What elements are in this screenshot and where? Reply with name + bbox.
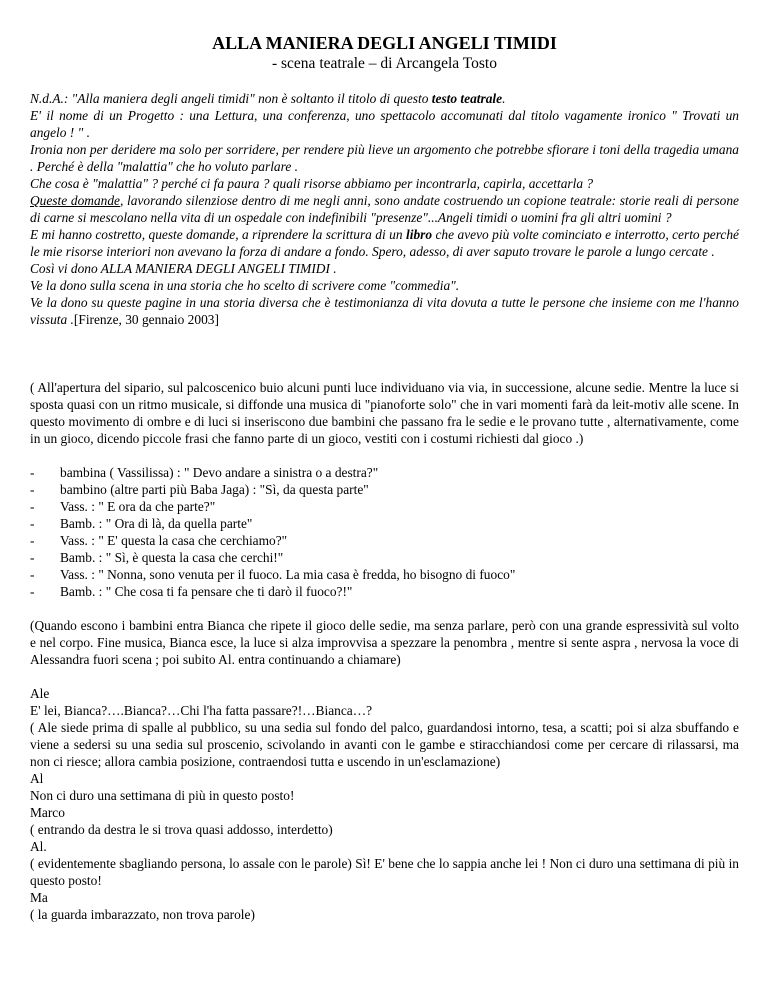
dialog-line — [30, 515, 739, 532]
script-body — [30, 685, 739, 923]
note-text: , lavorando silenziose dentro di me negli anni, sono andate costruendo un copione teatrale: storie reali di persone di carne si mescolano nella vita di un ospedale con indefinibili "presenze"...Angeli timidi o uomini fra gli altri uomini ? — [30, 193, 740, 225]
note-emphasis: testo teatrale — [431, 91, 503, 106]
script-line: Non ci duro una settimana di più in questo posto! — [30, 788, 295, 803]
author-note-line: Che cosa è "malattia" ? perché ci fa paura ? quali risorse abbiamo per incontrarla, capirla, accettarla ? — [30, 176, 594, 191]
dialog-text: Bamb. : " Sì, è questa la casa che cerchi!" — [60, 550, 284, 565]
speaker-name: Al. — [30, 839, 47, 854]
dialog-line — [30, 549, 739, 566]
speaker-name: Al — [30, 771, 44, 786]
note-text: N.d.A.: "Alla maniera degli angeli timidi" non è soltanto il titolo di questo — [30, 91, 432, 106]
dialog-line — [30, 566, 739, 583]
dash-marker: - — [30, 465, 35, 480]
dialog-text: Bamb. : " Ora di là, da quella parte" — [60, 516, 253, 531]
speaker-name: Ale — [30, 686, 50, 701]
script-line: E' lei, Bianca?….Bianca?…Chi l'ha fatta passare?!…Bianca…? — [30, 703, 373, 718]
stage-direction: ( la guarda imbarazzato, non trova parole) — [30, 907, 255, 922]
dialog-text: Bamb. : " Che cosa ti fa pensare che ti darò il fuoco?!" — [60, 584, 353, 599]
author-note-line: E' il nome di un Progetto : una Lettura, una conferenza, uno spettacolo accomunati dal titolo vagamente ironico " Trovati un angelo ! " . — [30, 108, 739, 140]
author-note — [30, 90, 739, 328]
stage-direction: ( entrando da destra le si trova quasi addosso, interdetto) — [30, 822, 333, 837]
dialog-line — [30, 532, 739, 549]
dialog-text: Vass. : " E ora da che parte?" — [60, 499, 216, 514]
dash-marker: - — [30, 567, 35, 582]
author-note-line — [30, 90, 739, 107]
stage-direction: ( Ale siede prima di spalle al pubblico, su una sedia sul fondo del palco, guardandosi intorno, tesa, a scatti; poi si alza sbuffando e viene a sedersi su una sedia sul proscenio, scivolando in avanti con le gambe e stiracchiandosi come per cercare di rilassarsi, ma non ci riesce; allora cambia posizione, contraendosi tutta e uscendo in un'esclamazione) — [30, 720, 739, 769]
author-note-line: Ve la dono sulla scena in una storia che ho scelto di scrivere come "commedia". — [30, 278, 460, 293]
note-underlined: Queste domande — [30, 193, 120, 208]
dialog-line — [30, 498, 739, 515]
document-title: ALLA MANIERA DEGLI ANGELI TIMIDI — [212, 33, 557, 53]
dash-marker: - — [30, 584, 35, 599]
document-subtitle: - scena teatrale – di Arcangela Tosto — [271, 55, 497, 72]
children-dialog-list — [30, 464, 739, 600]
dialog-line — [30, 481, 739, 498]
dash-marker: - — [30, 516, 35, 531]
dash-marker: - — [30, 550, 35, 565]
script-line: ( evidentemente sbagliando persona, lo assale con le parole) Sì! E' bene che lo sappia anche lei ! Non ci duro una settimana di più in questo posto! — [30, 856, 739, 888]
author-note-line — [30, 226, 739, 260]
note-emphasis: libro — [406, 227, 433, 242]
dialog-text: bambina ( Vassilissa) : " Devo andare a sinistra o a destra?" — [60, 465, 379, 480]
dash-marker: - — [30, 482, 35, 497]
author-note-line — [30, 294, 739, 328]
dash-marker: - — [30, 533, 35, 548]
section-spacer — [30, 328, 739, 379]
dialog-text: Vass. : " Nonna, sono venuta per il fuoco. La mia casa è fredda, ho bisogno di fuoco" — [60, 567, 516, 582]
speaker-name: Ma — [30, 890, 48, 905]
dialog-text: bambino (altre parti più Baba Jaga) : "Sì, da questa parte" — [60, 482, 369, 497]
dialog-line — [30, 583, 739, 600]
note-text: . — [502, 91, 506, 106]
dialog-line — [30, 464, 739, 481]
stage-direction-opening: ( All'apertura del sipario, sul palcoscenico buio alcuni punti luce individuano via via, in successione, alcune sedie. Mentre la luce si sposta quasi con un ritmo musicale, si diffonde una musica di "pianoforte solo" che in vari momenti farà da leit-motiv alle scene. In questo movimento di ombre e di luci si inseriscono due bambini che passano fra le sedie e le provano tutte , alternativamente, come in un gioco, dicendo piccole frasi che fanno parte di un gioco, vestiti con i costumi richiesti dal gioco .) — [30, 380, 739, 446]
speaker-name: Marco — [30, 805, 65, 820]
stage-direction-bianca: (Quando escono i bambini entra Bianca che ripete il gioco delle sedie, ma senza parlare, però con una grande espressività sul volto e nel corpo. Fine musica, Bianca esce, la luce si alza improvvisa a spezzare la penombra , mentre si sente aspra , nervosa la voce di Alessandra fuori scena ; poi subito Al. entra continuando a chiamare) — [30, 618, 739, 667]
note-text: che avevo più volte cominciato e interrotto, certo perché le mie risorse interiori non avevano la forza di andare a fondo. Spero, adesso, di aver saputo trovare le parole a lungo cercate . — [30, 227, 740, 259]
author-note-line — [30, 192, 739, 226]
note-text: Ve la dono su queste pagine in una storia diversa che è testimonianza di vita dovuta a tutte le persone che insieme con me l'hanno vissuta . — [30, 295, 739, 327]
author-note-line: Ironia non per deridere ma solo per sorridere, per rendere più lieve un argomento che potrebbe sfiorare i toni della tragedia umana . Perché è della "malattia" che ho voluto parlare . — [30, 142, 739, 174]
dash-marker: - — [30, 499, 35, 514]
author-note-line: Così vi dono ALLA MANIERA DEGLI ANGELI TIMIDI . — [30, 261, 337, 276]
dialog-text: Vass. : " E' questa la casa che cerchiamo?" — [60, 533, 288, 548]
note-text: E mi hanno costretto, queste domande, a riprendere la scrittura di un — [30, 227, 406, 242]
note-date: [Firenze, 30 gennaio 2003] — [73, 312, 219, 327]
